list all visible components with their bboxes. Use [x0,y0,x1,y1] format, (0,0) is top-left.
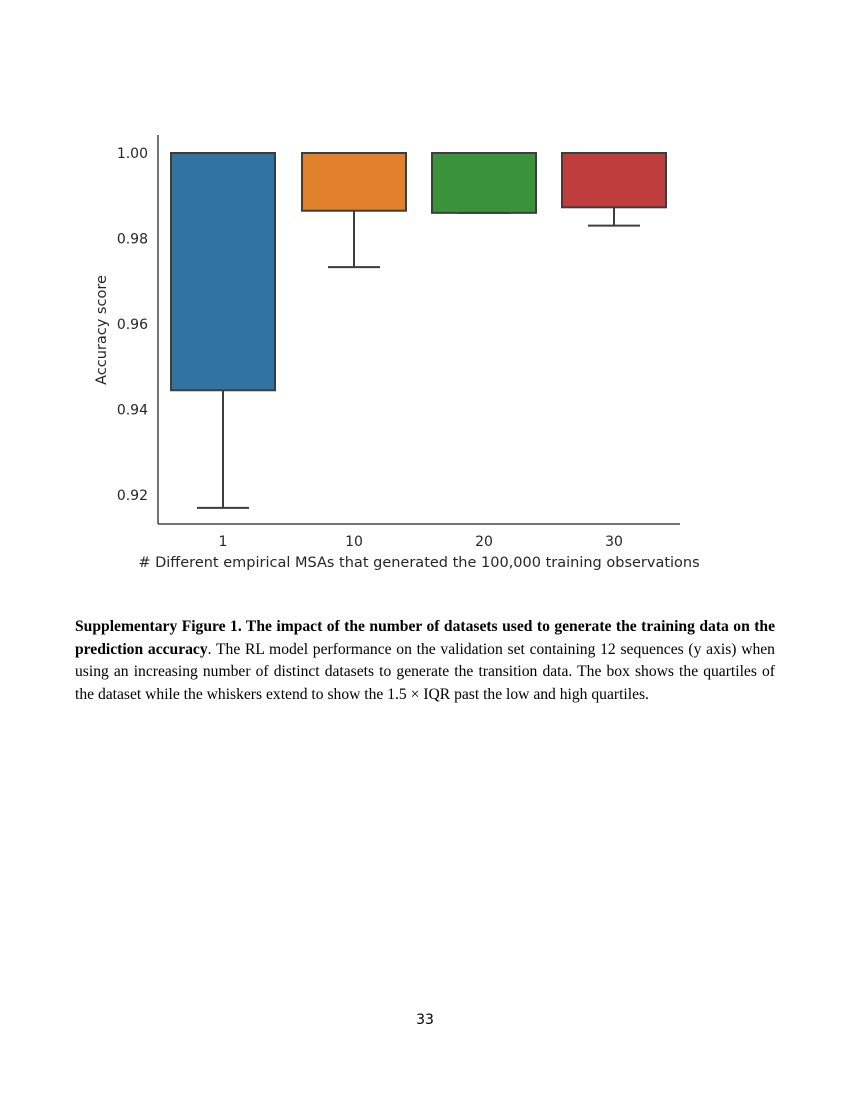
y-tick-label-0.98: 0.98 [116,231,148,248]
y-tick-label-1.00: 1.00 [116,146,148,162]
figure-caption [75,616,775,706]
x-tick-label-20: 20 [475,534,493,550]
box-20 [432,153,536,213]
caption-title: Supplementary Figure 1. The impact of the number of datasets used to generate the training data on the prediction accuracy [75,618,775,658]
x-tick-label-30: 30 [605,534,623,550]
x-axis-label: # Different empirical MSAs that generated the 100,000 training observations [138,555,700,571]
y-axis-label: Accuracy score [94,275,110,385]
box-group-10 [302,153,406,267]
x-tick-label-1: 1 [218,534,228,550]
boxes-layer [171,153,666,508]
y-tick-label-0.96: 0.96 [116,317,148,333]
y-tick-label-0.92: 0.92 [116,488,148,504]
box-30 [562,153,666,207]
x-tick-label-10: 10 [345,534,363,550]
box-1 [171,153,275,390]
x-ticks [219,534,623,550]
y-ticks [117,146,148,504]
page-number: 33 [416,1012,434,1028]
box-10 [302,153,406,211]
box-group-1 [171,153,275,508]
box-group-20 [432,153,536,213]
y-tick-label-0.94: 0.94 [116,402,148,419]
caption-text: . The RL model performance on the validation set containing 12 sequences (y axis) when using an increasing number of distinct datasets to generate the transition data. The box shows the quartiles of the dataset while the whiskers extend to show the 1.5 × IQR past the low and high quartiles. [75,640,775,703]
box-group-30 [562,153,666,226]
